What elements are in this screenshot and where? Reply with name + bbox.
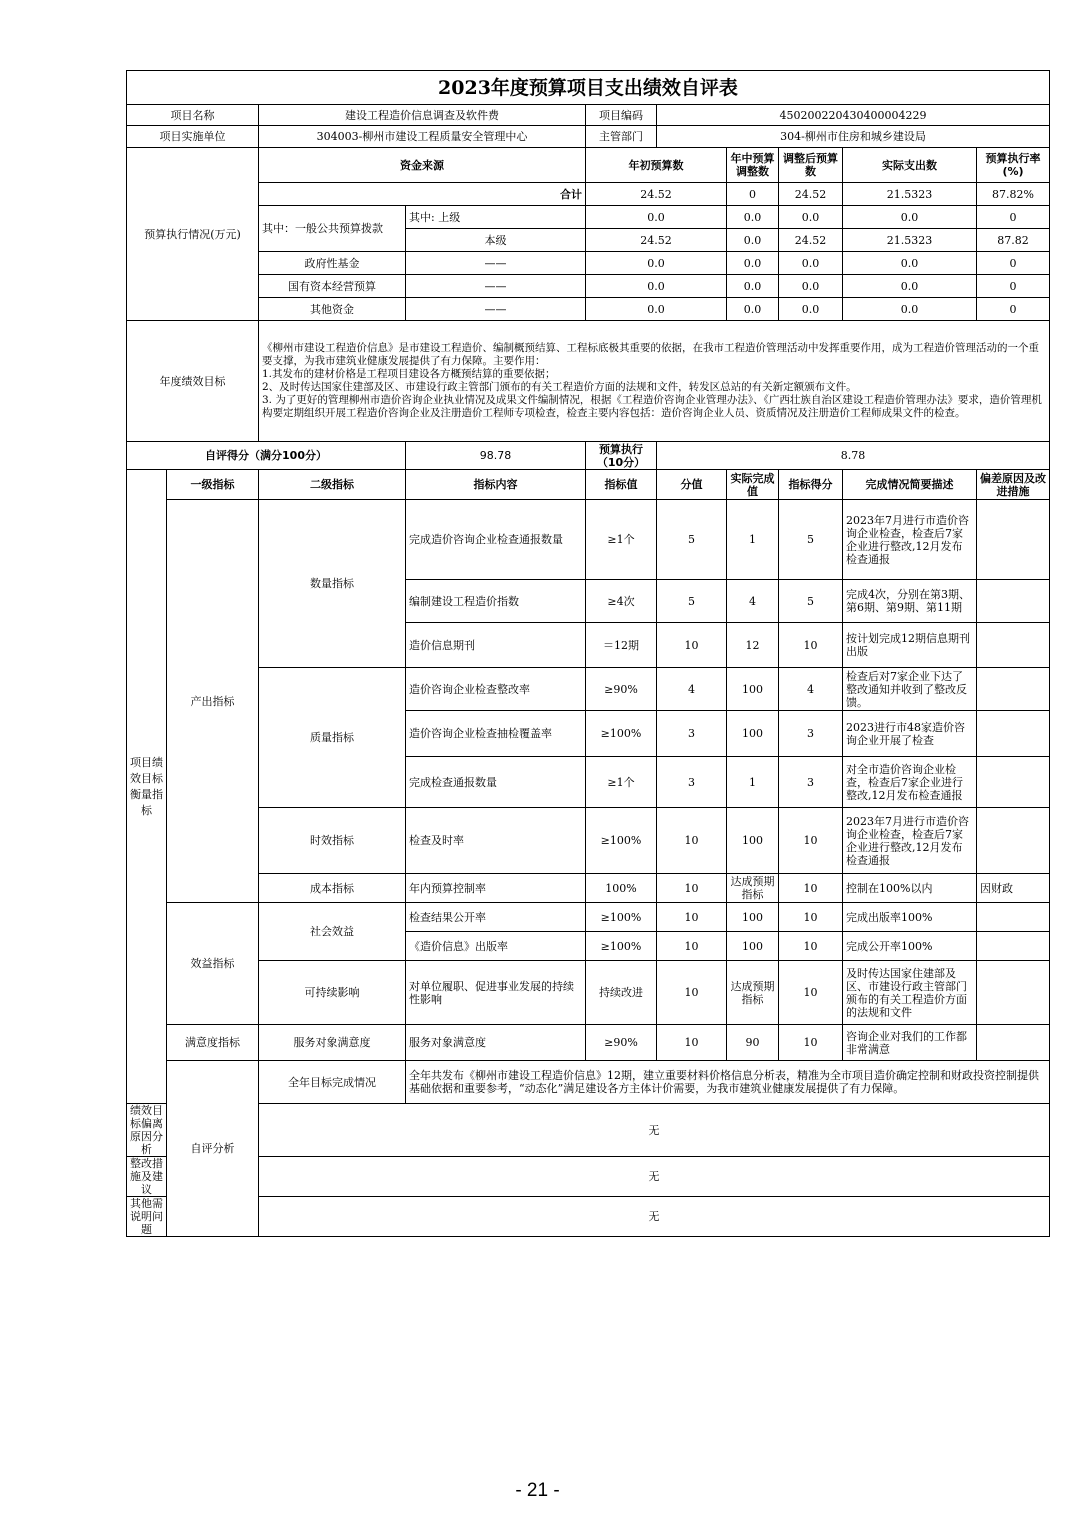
budget-other-rate: 0 bbox=[977, 298, 1050, 321]
project-code-label: 项目编码 bbox=[586, 105, 657, 126]
budget-upper-initial: 0.0 bbox=[586, 206, 727, 229]
indicator-reason bbox=[977, 711, 1050, 757]
table-row bbox=[127, 668, 1050, 711]
budget-other-initial: 0.0 bbox=[586, 298, 727, 321]
completion-label: 全年目标完成情况 bbox=[259, 1061, 406, 1104]
indicator-target: ≥100% bbox=[586, 711, 657, 757]
project-code: 450200220430400004229 bbox=[657, 105, 1050, 126]
indicator-score: 10 bbox=[779, 808, 843, 874]
budget-total-rate: 87.82% bbox=[977, 183, 1050, 206]
budget-row-state-capital bbox=[127, 275, 1050, 298]
budget-state-capital-rate: 0 bbox=[977, 275, 1050, 298]
indicator-desc: 2023进行市48家造价咨询企业开展了检查 bbox=[843, 711, 977, 757]
budget-fund-dash: —— bbox=[406, 252, 586, 275]
budget-other-dash: —— bbox=[406, 298, 586, 321]
indicator-desc: 完成公开率100% bbox=[843, 932, 977, 961]
budget-other-actual: 0.0 bbox=[843, 298, 977, 321]
budget-total-adjusted: 24.52 bbox=[779, 183, 843, 206]
budget-other-mid-adjust: 0.0 bbox=[727, 298, 779, 321]
indicator-target: ≥90% bbox=[586, 1025, 657, 1061]
rectify-text: 无 bbox=[259, 1157, 1050, 1197]
indicator-actual: 100 bbox=[727, 668, 779, 711]
budget-local-adjusted: 24.52 bbox=[779, 229, 843, 252]
indicator-desc: 完成4次，分别在第3期、第6期、第9期、第11期 bbox=[843, 580, 977, 623]
budget-fund-mid-adjust: 0.0 bbox=[727, 252, 779, 275]
budget-upper-mid-adjust: 0.0 bbox=[727, 206, 779, 229]
indicator-score: 10 bbox=[779, 1025, 843, 1061]
budget-upper-actual: 0.0 bbox=[843, 206, 977, 229]
project-name: 建设工程造价信息调查及软件费 bbox=[259, 105, 586, 126]
indicator-reason bbox=[977, 500, 1050, 580]
indicator-actual: 达成预期指标 bbox=[727, 961, 779, 1025]
budget-row-fund bbox=[127, 252, 1050, 275]
indicator-weight: 10 bbox=[657, 623, 727, 668]
header-weight: 分值 bbox=[657, 470, 727, 500]
indicator-weight: 10 bbox=[657, 1025, 727, 1061]
indicator-score: 4 bbox=[779, 668, 843, 711]
budget-header-adjusted: 调整后预算数 bbox=[779, 148, 843, 183]
indicator-actual: 1 bbox=[727, 757, 779, 808]
header-score: 指标得分 bbox=[779, 470, 843, 500]
indicator-desc: 完成出版率100% bbox=[843, 903, 977, 932]
indicator-target: ≥100% bbox=[586, 903, 657, 932]
budget-local-label: 本级 bbox=[406, 229, 586, 252]
indicator-score: 10 bbox=[779, 623, 843, 668]
indicator-actual: 100 bbox=[727, 932, 779, 961]
budget-local-actual: 21.5323 bbox=[843, 229, 977, 252]
indicator-weight: 10 bbox=[657, 961, 727, 1025]
budget-state-capital-adjusted: 0.0 bbox=[779, 275, 843, 298]
indicator-reason bbox=[977, 623, 1050, 668]
indicator-reason bbox=[977, 1025, 1050, 1061]
time-indicator-label: 时效指标 bbox=[259, 808, 406, 874]
other-issues-text: 无 bbox=[259, 1197, 1050, 1237]
indicator-score: 10 bbox=[779, 903, 843, 932]
benefit-indicator-label: 效益指标 bbox=[167, 903, 259, 1025]
indicator-content: 完成检查通报数量 bbox=[406, 757, 586, 808]
indicator-reason bbox=[977, 808, 1050, 874]
goal-text: 《柳州市建设工程造价信息》是市建设工程造价、编制概预结算、工程标底极其重要的依据，在我市工程造价管理活动中发挥重要作用，成为工程造价管理活动的一个重要支撑，为我市建筑业健康发展提供了有力保障。主要作用： 1.其发布的建材价格是工程项目建设各方概预结算的重要依据； 2、及时传达国家住建部及区、市建设行政主管部门颁布的有关工程造价方面的法规和文件，转发区总站的有关新定额颁布文件。 3. 为了更好的管理柳州市造价咨询企业执业情况及成果文件编制情况，根据《工程造价咨询企业管理办法》、《广西壮族自治区建设工程造价管理办法》要求，造价管理机构要定期组织开展工程造价咨询企业及注册造价工程师专项检查，检查主要内容包括：造价咨询企业人员、资质情况及注册造价工程师成果文件的检查。 bbox=[259, 321, 1050, 442]
indicator-target: ＝12期 bbox=[586, 623, 657, 668]
indicator-content: 服务对象满意度 bbox=[406, 1025, 586, 1061]
indicator-target: ≥1个 bbox=[586, 757, 657, 808]
indicator-desc: 及时传达国家住建部及区、市建设行政主管部门颁布的有关工程造价方面的法规和文件 bbox=[843, 961, 977, 1025]
budget-header-source: 资金来源 bbox=[259, 148, 586, 183]
indicator-desc: 对全市造价咨询企业检查，检查后7家企业进行整改,12月发布检查通报 bbox=[843, 757, 977, 808]
quality-indicator-label: 质量指标 bbox=[259, 668, 406, 808]
indicator-reason bbox=[977, 961, 1050, 1025]
indicator-weight: 5 bbox=[657, 500, 727, 580]
table-row bbox=[127, 903, 1050, 932]
budget-total-label: 合计 bbox=[259, 183, 586, 206]
budget-upper-adjusted: 0.0 bbox=[779, 206, 843, 229]
indicator-actual: 12 bbox=[727, 623, 779, 668]
budget-section-label: 预算执行情况(万元) bbox=[127, 148, 259, 321]
header-level1: 一级指标 bbox=[167, 470, 259, 500]
quantity-indicator-label: 数量指标 bbox=[259, 500, 406, 668]
budget-upper-rate: 0 bbox=[977, 206, 1050, 229]
budget-fund-actual: 0.0 bbox=[843, 252, 977, 275]
budget-local-initial: 24.52 bbox=[586, 229, 727, 252]
indicator-content: 对单位履职、促进事业发展的持续性影响 bbox=[406, 961, 586, 1025]
indicator-actual: 90 bbox=[727, 1025, 779, 1061]
indicator-target: ≥100% bbox=[586, 932, 657, 961]
indicator-target: ≥100% bbox=[586, 808, 657, 874]
header-target: 指标值 bbox=[586, 470, 657, 500]
indicator-content: 《造价信息》出版率 bbox=[406, 932, 586, 961]
general-budget-label: 其中：一般公共预算拨款 bbox=[259, 206, 406, 252]
indicator-content: 造价信息期刊 bbox=[406, 623, 586, 668]
social-indicator-label: 社会效益 bbox=[259, 903, 406, 961]
budget-row-total bbox=[127, 183, 1050, 206]
budget-header-mid-adjust: 年中预算调整数 bbox=[727, 148, 779, 183]
budget-fund-initial: 0.0 bbox=[586, 252, 727, 275]
indicator-desc: 按计划完成12期信息期刊出版 bbox=[843, 623, 977, 668]
header-content: 指标内容 bbox=[406, 470, 586, 500]
indicator-weight: 3 bbox=[657, 711, 727, 757]
table-row bbox=[127, 1025, 1050, 1061]
table-row bbox=[127, 500, 1050, 580]
budget-row-upper bbox=[127, 206, 1050, 229]
rectify-label: 整改措施及建议 bbox=[127, 1157, 167, 1197]
budget-header-rate: 预算执行率(%) bbox=[977, 148, 1050, 183]
indicator-content: 完成造价咨询企业检查通报数量 bbox=[406, 500, 586, 580]
indicator-target: ≥4次 bbox=[586, 580, 657, 623]
indicator-score: 10 bbox=[779, 874, 843, 903]
indicator-actual: 100 bbox=[727, 903, 779, 932]
indicator-desc: 咨询企业对我们的工作都非常满意 bbox=[843, 1025, 977, 1061]
indicator-target: 100% bbox=[586, 874, 657, 903]
deviation-text: 无 bbox=[259, 1104, 1050, 1157]
indicator-desc: 2023年7月进行市造价咨询企业检查，检查后7家企业进行整改,12月发布检查通报 bbox=[843, 808, 977, 874]
budget-state-capital-actual: 0.0 bbox=[843, 275, 977, 298]
score-value: 98.78 bbox=[406, 442, 586, 470]
budget-row-other bbox=[127, 298, 1050, 321]
indicator-weight: 5 bbox=[657, 580, 727, 623]
indicator-content: 造价咨询企业检查整改率 bbox=[406, 668, 586, 711]
indicator-score: 5 bbox=[779, 500, 843, 580]
unit-value: 304003-柳州市建设工程质量安全管理中心 bbox=[259, 126, 586, 148]
indicator-content: 造价咨询企业检查抽检覆盖率 bbox=[406, 711, 586, 757]
indicator-reason bbox=[977, 580, 1050, 623]
budget-header-actual: 实际支出数 bbox=[843, 148, 977, 183]
indicator-content: 编制建设工程造价指数 bbox=[406, 580, 586, 623]
indicator-desc: 2023年7月进行市造价咨询企业检查，检查后7家企业进行整改,12月发布检查通报 bbox=[843, 500, 977, 580]
indicator-content: 年内预算控制率 bbox=[406, 874, 586, 903]
project-name-label: 项目名称 bbox=[127, 105, 259, 126]
cost-indicator-label: 成本指标 bbox=[259, 874, 406, 903]
header-desc: 完成情况简要描述 bbox=[843, 470, 977, 500]
indicator-weight: 10 bbox=[657, 932, 727, 961]
satisfaction-indicator-label: 满意度指标 bbox=[167, 1025, 259, 1061]
indicator-actual: 100 bbox=[727, 808, 779, 874]
score-label: 自评得分（满分100分） bbox=[127, 442, 406, 470]
indicator-weight: 10 bbox=[657, 874, 727, 903]
budget-other-adjusted: 0.0 bbox=[779, 298, 843, 321]
indicator-weight: 10 bbox=[657, 903, 727, 932]
dept-value: 304-柳州市住房和城乡建设局 bbox=[657, 126, 1050, 148]
budget-total-initial: 24.52 bbox=[586, 183, 727, 206]
budget-state-capital-mid-adjust: 0.0 bbox=[727, 275, 779, 298]
indicator-actual: 4 bbox=[727, 580, 779, 623]
indicator-score: 3 bbox=[779, 711, 843, 757]
budget-total-mid-adjust: 0 bbox=[727, 183, 779, 206]
budget-local-rate: 87.82 bbox=[977, 229, 1050, 252]
exec-score-value: 8.78 bbox=[657, 442, 1050, 470]
sustain-indicator-label: 可持续影响 bbox=[259, 961, 406, 1025]
indicator-score: 10 bbox=[779, 961, 843, 1025]
indicator-target: ≥1个 bbox=[586, 500, 657, 580]
budget-state-capital-label: 国有资本经营预算 bbox=[259, 275, 406, 298]
budget-fund-rate: 0 bbox=[977, 252, 1050, 275]
indicator-score: 3 bbox=[779, 757, 843, 808]
indicator-weight: 3 bbox=[657, 757, 727, 808]
indicator-score: 10 bbox=[779, 932, 843, 961]
indicator-target: ≥90% bbox=[586, 668, 657, 711]
table-row bbox=[127, 808, 1050, 874]
indicator-weight: 4 bbox=[657, 668, 727, 711]
header-reason: 偏差原因及改进措施 bbox=[977, 470, 1050, 500]
indicator-reason: 因财政 bbox=[977, 874, 1050, 903]
other-issues-label: 其他需说明问题 bbox=[127, 1197, 167, 1237]
budget-state-capital-dash: —— bbox=[406, 275, 586, 298]
indicator-desc: 检查后对7家企业下达了整改通知并收到了整改反馈。 bbox=[843, 668, 977, 711]
indicator-actual: 100 bbox=[727, 711, 779, 757]
budget-state-capital-initial: 0.0 bbox=[586, 275, 727, 298]
unit-label: 项目实施单位 bbox=[127, 126, 259, 148]
evaluation-table bbox=[126, 70, 1050, 1237]
indicator-actual: 1 bbox=[727, 500, 779, 580]
goal-label: 年度绩效目标 bbox=[127, 321, 259, 442]
exec-score-label: 预算执行（10分） bbox=[586, 442, 657, 470]
indicator-content: 检查及时率 bbox=[406, 808, 586, 874]
indicator-actual: 达成预期指标 bbox=[727, 874, 779, 903]
indicator-content: 检查结果公开率 bbox=[406, 903, 586, 932]
header-actual: 实际完成值 bbox=[727, 470, 779, 500]
budget-total-actual: 21.5323 bbox=[843, 183, 977, 206]
service-indicator-label: 服务对象满意度 bbox=[259, 1025, 406, 1061]
indicator-reason bbox=[977, 757, 1050, 808]
budget-fund-adjusted: 0.0 bbox=[779, 252, 843, 275]
indicator-weight: 10 bbox=[657, 808, 727, 874]
deviation-label: 绩效目标偏离原因分析 bbox=[127, 1104, 167, 1157]
budget-fund-label: 政府性基金 bbox=[259, 252, 406, 275]
indicator-section-label: 项目绩效目标衡量指标 bbox=[127, 470, 167, 1104]
table-row bbox=[127, 961, 1050, 1025]
header-level2: 二级指标 bbox=[259, 470, 406, 500]
indicator-desc: 控制在100%以内 bbox=[843, 874, 977, 903]
output-indicator-label: 产出指标 bbox=[167, 500, 259, 903]
page-number: - 21 - bbox=[515, 1480, 560, 1501]
table-row bbox=[127, 874, 1050, 903]
dept-label: 主管部门 bbox=[586, 126, 657, 148]
indicator-reason bbox=[977, 903, 1050, 932]
indicator-target: 持续改进 bbox=[586, 961, 657, 1025]
completion-text: 全年共发布《柳州市建设工程造价信息》12期，建立重要材料价格信息分析表，精准为全市项目造价确定控制和财政投资控制提供基础依据和重要参考，“动态化”满足建设各方主体计价需要，为我市建筑业健康发展提供了有力保障。 bbox=[406, 1061, 1050, 1104]
budget-header-initial: 年初预算数 bbox=[586, 148, 727, 183]
indicator-reason bbox=[977, 932, 1050, 961]
budget-local-mid-adjust: 0.0 bbox=[727, 229, 779, 252]
table-title: 2023年度预算项目支出绩效自评表 bbox=[127, 71, 1050, 105]
budget-other-label: 其他资金 bbox=[259, 298, 406, 321]
analysis-section-label: 自评分析 bbox=[167, 1061, 259, 1237]
budget-upper-label: 其中: 上级 bbox=[406, 206, 586, 229]
indicator-reason bbox=[977, 668, 1050, 711]
indicator-score: 5 bbox=[779, 580, 843, 623]
